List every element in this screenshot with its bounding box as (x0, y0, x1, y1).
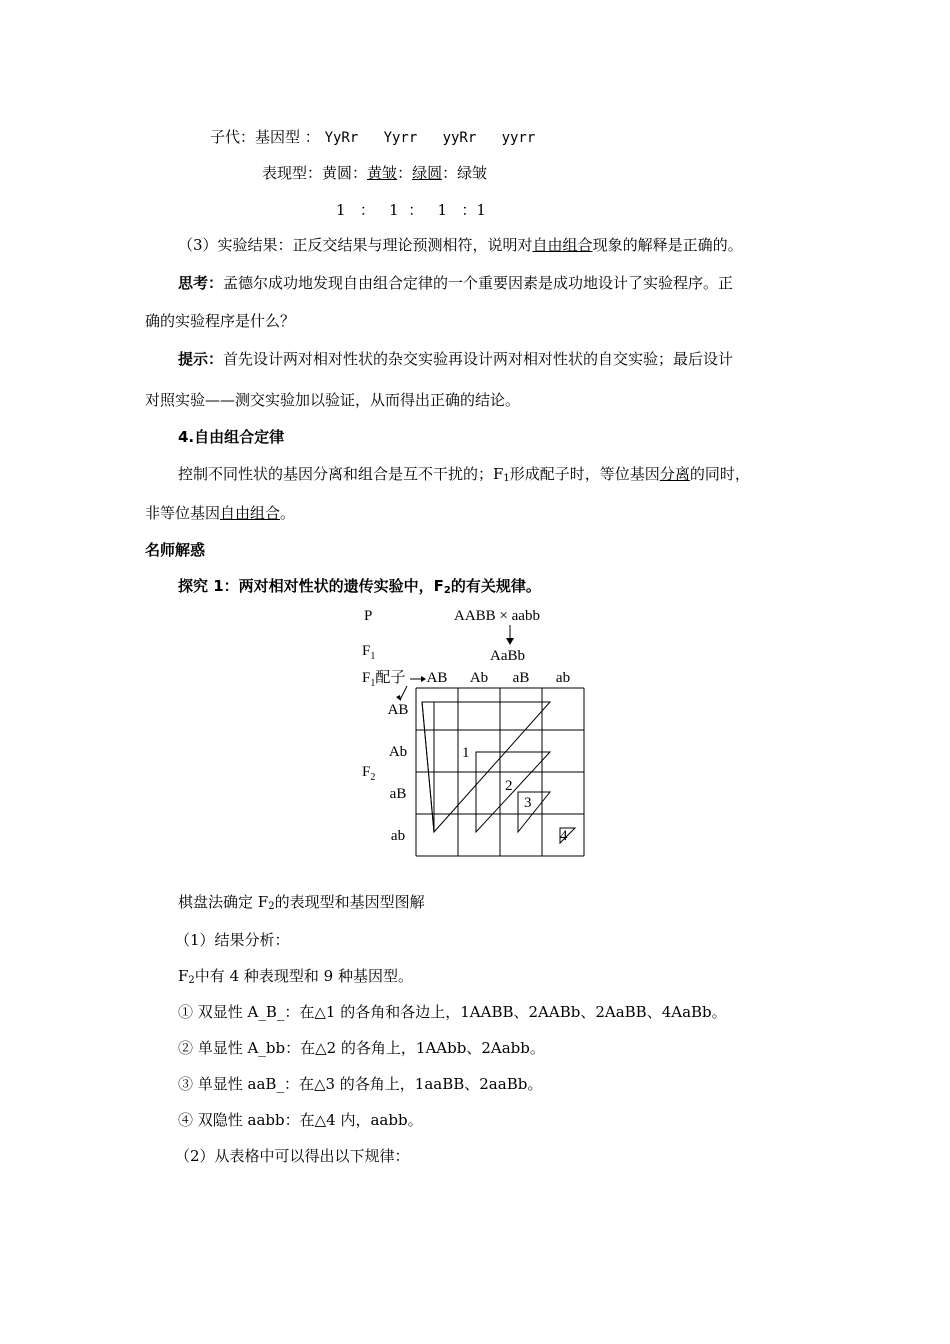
offspring-phenotype-row (262, 163, 487, 183)
row-gamete-Ab: Ab (388, 744, 408, 760)
triangle-number-2: 2 (505, 778, 513, 794)
result-underlined: 自由组合 (532, 236, 593, 254)
think-text-line1: 孟德尔成功地发现自由组合定律的一个重要因素是成功地设计了实验程序。正 (223, 274, 734, 292)
hint-text-line2: 对照实验——测交实验加以验证，从而得出正确的结论。 (145, 391, 521, 409)
law-line1-a: 控制不同性状的基因分离和组合是互不干扰的；F (178, 465, 504, 483)
triangle-1-edge (422, 702, 434, 832)
experiment-result (178, 235, 743, 255)
row-gamete-AB: AB (387, 702, 409, 718)
law-line2-underlined: 自由组合 (220, 504, 281, 522)
column-gamete-aB: aB (512, 670, 530, 686)
f1-genotype: AaBb (490, 648, 525, 664)
row-gamete-ab: ab (390, 828, 406, 844)
phenotype-separator: ： (352, 164, 368, 182)
result-suffix: 现象的解释是正确的。 (592, 236, 743, 254)
triangle-3 (518, 792, 550, 832)
gamete-down-arrow-head (396, 695, 401, 701)
column-gamete-Ab: Ab (469, 670, 489, 686)
hint-label: 提示： (178, 350, 224, 368)
think-paragraph (178, 273, 733, 293)
law-line1-underlined: 分离 (659, 465, 690, 483)
triangle-1 (422, 702, 550, 832)
teacher-heading: 名师解惑 (145, 541, 206, 559)
gamete-down-arrow (400, 686, 407, 700)
law-line1-c: 的同时， (689, 465, 750, 483)
diagram-caption (178, 892, 425, 912)
phenotype-separator: ： (397, 164, 413, 182)
gamete-arrow-head (421, 676, 426, 682)
explore-a: 探究 1：两对相对性状的遗传实验中，F (178, 577, 444, 595)
think-text-line2: 确的实验程序是什么？ (145, 312, 296, 330)
law-line1 (178, 464, 750, 484)
analysis-title: （1）结果分析： (175, 931, 290, 949)
triangle-number-4: 4 (560, 828, 568, 844)
offspring-genotype-label: 子代：基因型 ： (210, 128, 320, 146)
law-line1-sub: 1 (503, 473, 510, 484)
analysis-item-3: ③ 单显性 aaB_：在△3 的各角上，1aaBB、2aaBb。 (178, 1075, 543, 1093)
analysis-item-1: ① 双显性 A_B_：在△1 的各角和各边上，1AABB、2AABb、2AaBB、4AaBb。 (178, 1003, 727, 1021)
law-line2-a: 非等位基因 (145, 504, 221, 522)
phenotype-green-round: 绿圆 (412, 164, 443, 182)
phenotype-green-wrinkled: 绿皱 (457, 164, 488, 182)
hint-paragraph (178, 349, 733, 369)
phenotype-separator: ： (442, 164, 458, 182)
punnett-grid (416, 688, 584, 856)
explore-sub: 2 (443, 585, 451, 596)
f1-label: $F_1$ (362, 643, 376, 662)
offspring-genotypes: YyRr Yyrr yyRr yyrr (324, 130, 536, 146)
offspring-phenotype-label: 表现型： (262, 164, 323, 182)
phenotype-yellow-round: 黄圆 (322, 164, 353, 182)
gamete-label: $F_1$配子 (362, 670, 406, 689)
hint-text-line1: 首先设计两对相对性状的杂交实验再设计两对相对性状的自交实验；最后设计 (223, 350, 734, 368)
analysis-item-4: ④ 双隐性 aabb：在△4 内，aabb。 (178, 1111, 423, 1129)
column-gamete-labels (427, 670, 571, 686)
punnett-square-diagram (350, 600, 600, 860)
offspring-ratio: 1 ： 1 ： 1 ：1 (336, 201, 486, 219)
law-line2 (145, 503, 295, 523)
row-gamete-labels (388, 702, 409, 844)
p-label: P (364, 608, 373, 624)
result-prefix: （3）实验结果：正反交结果与理论预测相符，说明对 (178, 236, 533, 254)
analysis-item-2: ② 单显性 A_bb：在△2 的各角上，1AAbb、2Aabb。 (178, 1039, 545, 1057)
row-gamete-aB: aB (389, 786, 407, 802)
offspring-genotype-row (210, 127, 535, 148)
parent-cross: AABB × aabb (454, 608, 540, 624)
f2-label: $F_2$ (362, 764, 376, 783)
caption-b: 的表现型和基因型图解 (274, 893, 425, 911)
law-line2-b: 。 (280, 504, 296, 522)
triangle-number-1: 1 (462, 745, 470, 761)
law-heading: 4.自由组合定律 (178, 428, 285, 446)
analysis-rule-title: （2）从表格中可以得出以下规律： (175, 1147, 410, 1165)
caption-a: 棋盘法确定 F (178, 893, 269, 911)
summary-a: F (178, 967, 189, 985)
column-gamete-AB: AB (426, 670, 448, 686)
column-gamete-ab: ab (555, 670, 571, 686)
summary-sub: 2 (188, 975, 195, 986)
analysis-summary (178, 966, 413, 986)
summary-b: 中有 4 种表现型和 9 种基因型。 (194, 967, 413, 985)
phenotype-yellow-wrinkled: 黄皱 (367, 164, 398, 182)
cross-arrow-head (506, 638, 514, 645)
law-line1-b: 形成配子时，等位基因 (509, 465, 660, 483)
explore-heading (178, 576, 541, 596)
explore-b: 的有关规律。 (450, 577, 541, 595)
caption-sub: 2 (268, 901, 275, 912)
think-label: 思考： (178, 274, 224, 292)
triangle-number-3: 3 (524, 795, 532, 811)
